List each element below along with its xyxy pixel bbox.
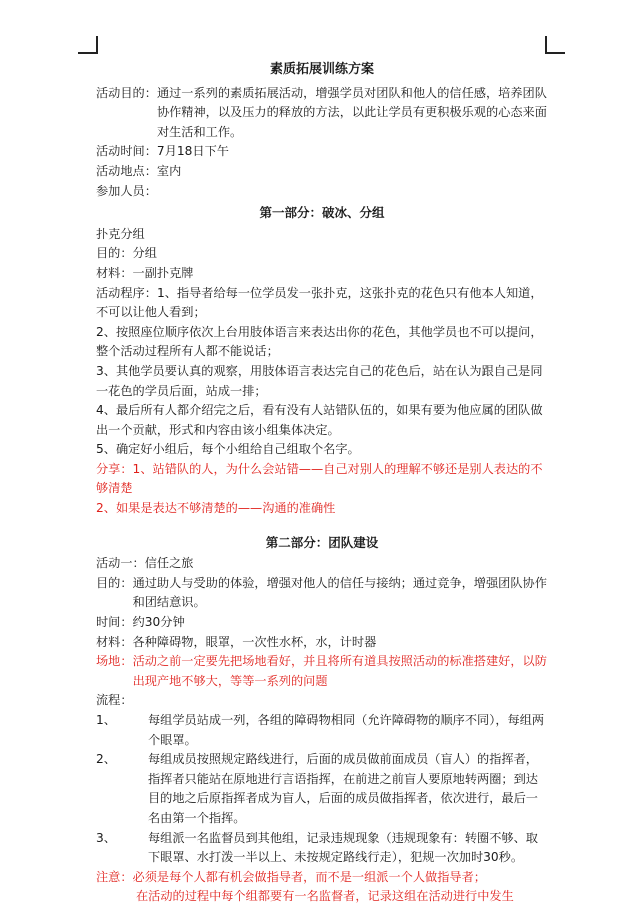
document-page — [96, 60, 548, 907]
crop-mark-top-right-h — [545, 52, 565, 54]
flow-step-1-number: 1、 — [96, 713, 116, 727]
crop-mark-top-right-v — [545, 36, 547, 53]
part2-material: 材料：各种障碍物，眼罩，一次性水杯，水，计时器 — [96, 634, 377, 649]
purpose-label: 活动目的： — [96, 85, 157, 100]
crop-mark-top-left-h — [78, 52, 98, 54]
venue-label: 场地： — [96, 654, 133, 669]
venue-text: 活动之前一定要先把场地看好，并且将所有道具按照活动的标准搭建好，以防出现产地不够大，等等一系列的问题 — [132, 654, 547, 688]
procedure-step-5: 5、确定好小组后，每个小组给自己组取个名字。 — [96, 442, 360, 457]
note-1: 注意：必须是每个人都有机会做指导者，而不是一组派一个人做指导者； — [96, 869, 486, 884]
spacer — [96, 519, 548, 531]
flow-step-3-text: 每组派一名监督员到其他组，记录违规现象（违规现象有：转圈不够、取下眼罩、水打泼一半以上、未按规定路线行走），犯规一次加时30秒。 — [148, 830, 538, 865]
part1-goal: 目的：分组 — [96, 246, 157, 261]
activity-time: 活动时间：7月18日下午 — [96, 144, 229, 159]
part2-activity: 活动一：信任之旅 — [96, 556, 194, 571]
procedure-step-4: 4、最后所有人都介绍完之后，看有没有人站错队伍的，如果有要为他应属的团队做出一个贡献，形式和内容由该小组集体决定。 — [96, 403, 543, 437]
flow-step-1 — [96, 711, 548, 750]
flow-step-2 — [96, 750, 548, 828]
participants: 参加人员： — [96, 183, 157, 198]
flow-label: 流程： — [96, 693, 133, 708]
purpose — [96, 84, 548, 143]
flow-step-3-number: 3、 — [96, 830, 116, 845]
share-1: 分享：1、站错队的人，为什么会站错——自己对别人的理解不够还是别人表达的不够清楚 — [96, 461, 543, 496]
flow-step-2-text: 每组成员按照规定路线进行，后面的成员做前面成员（盲人）的指挥者，指挥者只能站在原地进行言语指挥，在前进之前盲人要原地转两圈；到达目的地之后原指挥者成为盲人，后面的成员做指挥者，依次进行，最后一名由第一个指挥。 — [148, 752, 538, 825]
doc-title: 素质拓展训练方案 — [269, 62, 374, 77]
activity-place: 活动地点：室内 — [96, 163, 182, 178]
part2-goal-text: 通过助人与受助的体验，增强对他人的信任与接纳；通过竞争，增强团队协作和团结意识。 — [132, 575, 547, 610]
part2-title: 第二部分：团队建设 — [265, 534, 379, 550]
procedure-step-3: 3、其他学员要认真的观察，用肢体语言表达完自己的花色后，站在认为跟自己是同一花色的学员后面，站成一排； — [96, 363, 543, 398]
part2-time: 时间：约30分钟 — [96, 615, 185, 630]
part2-goal-label: 目的： — [96, 575, 133, 590]
crop-mark-top-left-v — [96, 36, 98, 53]
part2-goal — [96, 574, 548, 613]
share-2: 2、如果是表达不够清楚的——沟通的准确性 — [96, 501, 336, 516]
procedure-step-2: 2、按照座位顺序依次上台用肢体语言来表达出你的花色，其他学员也不可以提问，整个活动过程所有人都不能说话； — [96, 324, 543, 359]
part1-material: 材料：一副扑克牌 — [96, 265, 194, 280]
purpose-text: 通过一系列的素质拓展活动，增强学员对团队和他人的信任感，培养团队协作精神，以及压力的释放的方法，以此让学员有更积极乐观的心态来面对生活和工作。 — [156, 85, 547, 139]
part1-game: 扑克分组 — [96, 226, 145, 241]
note-2: 在活动的过程中每个组都要有一名监督者，记录这组在活动进行中发生 — [136, 889, 514, 904]
part1-title: 第一部分：破冰、分组 — [259, 205, 385, 221]
part2-venue — [96, 652, 548, 691]
part1-procedure — [96, 284, 548, 323]
procedure-label: 活动程序： — [96, 285, 157, 300]
procedure-step-1: 1、指导者给每一位学员发一张扑克，这张扑克的花色只有他本人知道，不可以让他人看到； — [96, 285, 543, 320]
flow-step-3 — [96, 829, 548, 868]
flow-step-2-number: 2、 — [96, 752, 116, 767]
flow-step-1-text: 每组学员站成一列，各组的障碍物相同（允许障碍物的顺序不同），每组两个眼罩。 — [148, 713, 545, 747]
